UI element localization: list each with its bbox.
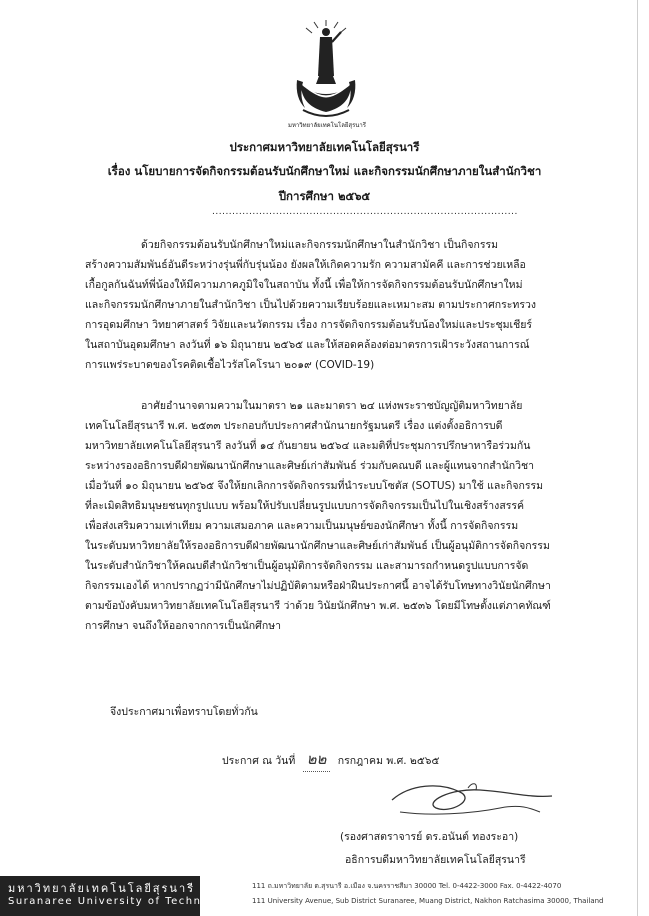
scan-edge-line: [637, 0, 638, 916]
footer-name-thai: มหาวิทยาลัยเทคโนโลยีสุรนารี: [8, 882, 196, 895]
date-suffix: กรกฎาคม พ.ศ. ๒๕๖๕: [337, 755, 440, 767]
signer-title: อธิการบดีมหาวิทยาลัยเทคโนโลยีสุรนารี: [345, 854, 526, 866]
paragraph-line: ระหว่างรองอธิการบดีฝ่ายพัฒนานักศึกษาและศิษย์เก่าสัมพันธ์ ร่วมกับคณบดี และผู้แทนจากสำนักวิชา: [85, 460, 535, 472]
paragraph-line: ด้วยกิจกรรมต้อนรับนักศึกษาใหม่และกิจกรรมนักศึกษาในสำนักวิชา เป็นกิจกรรม: [141, 239, 499, 251]
university-crest-logo: [293, 18, 359, 128]
paragraph-line: และกิจกรรมนักศึกษาภายในสำนักวิชา เป็นไปด้วยความเรียบร้อยและเหมาะสม ตามประกาศกระทรวง: [85, 299, 536, 311]
paragraph-line: ในระดับมหาวิทยาลัยให้รองอธิการบดีฝ่ายพัฒนานักศึกษาและศิษย์เก่าสัมพันธ์ เป็นผู้อนุมัติการจัดกิจกรรม: [85, 540, 550, 552]
announcement-title: ประกาศมหาวิทยาลัยเทคโนโลยีสุรนารี: [229, 140, 420, 154]
footer-address-thai: 111 ถ.มหาวิทยาลัย ต.สุรนารี อ.เมือง จ.นครราชสีมา 30000 Tel. 0-4422-3000 Fax. 0-4422-4070: [252, 882, 562, 890]
paragraph-line: การศึกษา จนถึงให้ออกจากการเป็นนักศึกษา: [85, 620, 282, 632]
paragraph-line: เพื่อส่งเสริมความเท่าเทียม ความเสมอภาค และความเป็นมนุษย์ของนักศึกษา ทั้งนี้ การจัดกิจกรรม: [85, 520, 519, 532]
academic-year: ปีการศึกษา ๒๕๖๕: [278, 189, 371, 203]
announcement-date: [222, 747, 439, 772]
paragraph-2: [85, 396, 585, 636]
paragraph-line: การอุดมศึกษา วิทยาศาสตร์ วิจัยและนวัตกรรม เรื่อง การจัดกิจกรรมต้อนรับน้องใหม่และประชุมเชียร์: [85, 319, 533, 331]
paragraph-line: เทคโนโลยีสุรนารี พ.ศ. ๒๕๓๓ ประกอบกับประกาศสำนักนายกรัฐมนตรี เรื่อง แต่งตั้งอธิการบดี: [85, 420, 503, 432]
paragraph-line: มหาวิทยาลัยเทคโนโลยีสุรนารี ลงวันที่ ๑๔ กันยายน ๒๕๖๔ และมติที่ประชุมการปรึกษาหารือร่วมกัน: [85, 440, 531, 452]
paragraph-line: ในสถาบันอุดมศึกษา ลงวันที่ ๑๖ มิถุนายน ๒๕๖๕ และให้สอดคล้องต่อมาตรการเฝ้าระวังสถานการณ์: [85, 339, 530, 351]
paragraph-line: เกื้อกูลกันฉันท์พี่น้องให้มีความภาคภูมิใจในสถาบัน ทั้งนี้ เพื่อให้การจัดกิจกรรมต้อนรับนักศึกษาใหม่: [85, 279, 523, 291]
paragraph-line: อาศัยอำนาจตามความในมาตรา ๒๑ และมาตรา ๒๔ แห่งพระราชบัญญัติมหาวิทยาลัย: [141, 400, 523, 412]
dotted-separator: ...........................................................................................: [212, 207, 518, 217]
footer-university-banner: [0, 876, 237, 916]
paragraph-line: สร้างความสัมพันธ์อันดีระหว่างรุ่นพี่กับรุ่นน้อง ยังผลให้เกิดความรัก ความสามัคคี และการช่วยเหลือ: [85, 259, 526, 271]
paragraph-1: [85, 235, 585, 375]
paragraph-line: ที่ละเมิดสิทธิมนุษยชนทุกรูปแบบ พร้อมให้ปรับเปลี่ยนรูปแบบการจัดกิจกรรมเป็นไปในเชิงสร้างสรรค์: [85, 500, 525, 512]
paragraph-line: การแพร่ระบาดของโรคติดเชื้อไวรัสโคโรนา ๒๐๑๙ (COVID-19): [85, 359, 375, 371]
crest-caption: มหาวิทยาลัยเทคโนโลยีสุรนารี: [287, 122, 367, 129]
handwritten-day: ๒๒: [303, 747, 331, 772]
paragraph-line: เมื่อวันที่ ๑๐ มิถุนายน ๒๕๖๕ จึงให้ยกเลิกการจัดกิจกรรมที่นำระบบโซตัส (SOTUS) มาใช้ และกิจกรรม: [85, 480, 544, 492]
handwritten-signature: [380, 778, 560, 824]
date-prefix: ประกาศ ณ วันที่: [222, 755, 296, 767]
footer-name-english: Suranaree University of Technology: [8, 896, 237, 907]
closing-statement: จึงประกาศมาเพื่อทราบโดยทั่วกัน: [110, 706, 258, 718]
paragraph-line: ตามข้อบังคับมหาวิทยาลัยเทคโนโลยีสุรนารี ว่าด้วย วินัยนักศึกษา พ.ศ. ๒๕๓๖ โดยมีโทษตั้งแต่ภาคทัณฑ์: [85, 600, 551, 612]
paragraph-line: กิจกรรมเองได้ หากปรากฏว่ามีนักศึกษาไม่ปฏิบัติตามหรือฝ่าฝืนประกาศนี้ อาจได้รับโทษทางวินัยนักศึกษา: [85, 580, 551, 592]
signer-name: (รองศาสตราจารย์ ดร.อนันต์ ทองระอา): [340, 831, 519, 843]
announcement-subject: เรื่อง นโยบายการจัดกิจกรรมต้อนรับนักศึกษาใหม่ และกิจกรรมนักศึกษาภายในสำนักวิชา: [107, 164, 542, 178]
paragraph-line: ในระดับสำนักวิชาให้คณบดีสำนักวิชาเป็นผู้อนุมัติการจัดกิจกรรม และสามารถกำหนดรูปแบบการจัด: [85, 560, 529, 572]
footer-address-english: 111 University Avenue, Sub District Suranaree, Muang District, Nakhon Ratchasima 30000, Thailand: [252, 897, 604, 905]
